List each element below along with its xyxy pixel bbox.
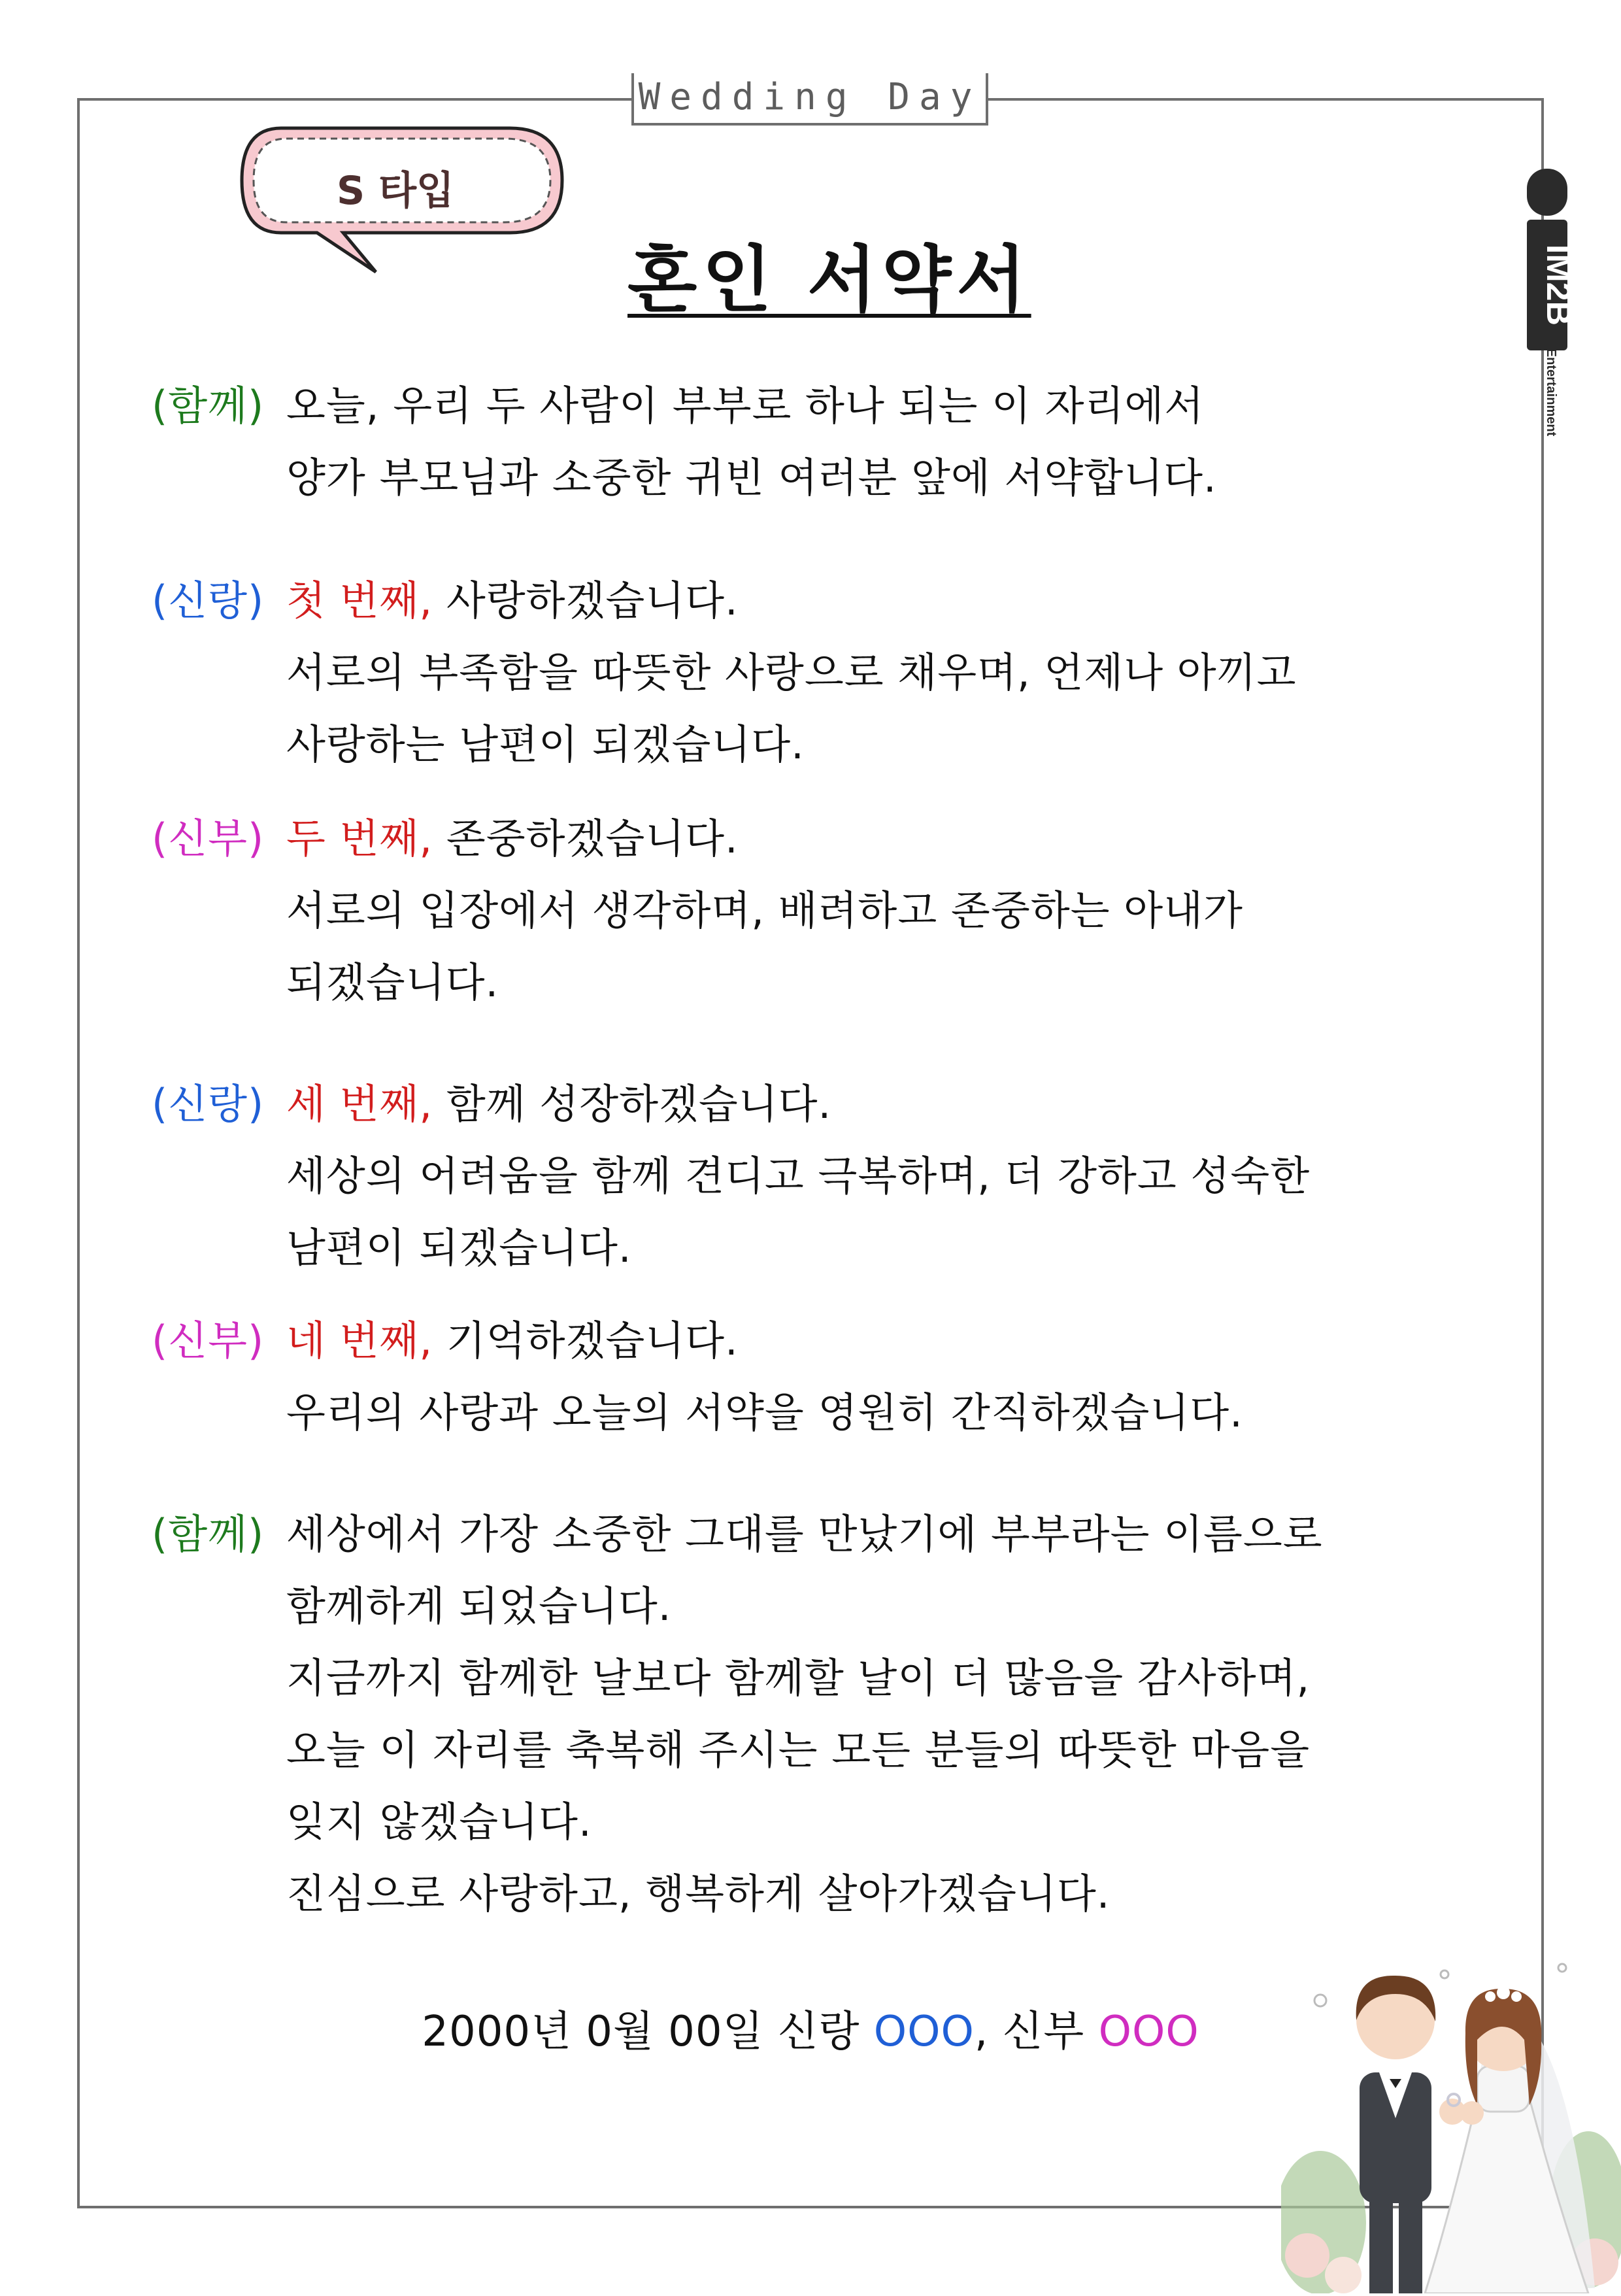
vow-line: 되겠습니다. xyxy=(286,958,499,1006)
bride-name: OOO xyxy=(1098,2008,1199,2056)
speaker-label: (신랑) xyxy=(152,1080,265,1128)
vow-headline-text: 존중하겠습니다. xyxy=(446,815,739,862)
logo-subtitle: Entertainment xyxy=(1544,348,1558,437)
vow-headline-text: 세상에서 가장 소중한 그대를 만났기에 부부라는 이름으로 xyxy=(286,1510,1323,1558)
speaker-label: (함께) xyxy=(152,1510,265,1558)
vow-headline-text: 오늘, 우리 두 사람이 부부로 하나 되는 이 자리에서 xyxy=(286,382,1205,430)
header-tab xyxy=(631,73,988,126)
groom-name: OOO xyxy=(873,2008,975,2056)
vow-headline-text: 함께 성장하겠습니다. xyxy=(446,1080,832,1128)
vow-headline xyxy=(152,565,1472,637)
vow-line: 진심으로 사랑하고, 행복하게 살아가겠습니다. xyxy=(286,1870,1111,1917)
vow-line: 지금까지 함께한 날보다 함께할 날이 더 많음을 감사하며, xyxy=(286,1654,1311,1702)
vow-together-closing xyxy=(152,1498,1472,1930)
vow-line: 함께하게 되었습니다. xyxy=(286,1582,672,1630)
signature-separator: , xyxy=(974,2008,989,2056)
vow-headline-text: 기억하겠습니다. xyxy=(446,1317,739,1364)
vow-ordinal: 세 번째, xyxy=(286,1080,433,1128)
bride-label: 신부 xyxy=(1002,2008,1085,2056)
logo-wordmark: IM2B xyxy=(1539,244,1575,326)
vow-line: 오늘 이 자리를 축복해 주시는 모든 분들의 따뜻한 마음을 xyxy=(286,1726,1311,1774)
signature-date: 2000년 0월 00일 xyxy=(422,2008,764,2056)
vow-line: 잊지 않겠습니다. xyxy=(286,1798,592,1846)
document-title: 혼인 서약서 xyxy=(627,238,1031,322)
speaker-label: (신부) xyxy=(152,815,265,862)
vow-headline xyxy=(152,1498,1472,1570)
vow-bride-second xyxy=(152,803,1472,1019)
vow-ordinal: 두 번째, xyxy=(286,815,433,862)
vow-line: 우리의 사랑과 오늘의 서약을 영원히 간직하겠습니다. xyxy=(286,1389,1243,1436)
logo-icon xyxy=(1516,163,1575,438)
speaker-label: (신랑) xyxy=(152,577,265,624)
vow-line: 양가 부모님과 소중한 귀빈 여러분 앞에 서약합니다. xyxy=(286,454,1217,501)
header-title: Wedding Day xyxy=(638,76,982,118)
vow-line: 남편이 되겠습니다. xyxy=(286,1224,632,1272)
vow-groom-third xyxy=(152,1068,1472,1284)
speaker-label: (신부) xyxy=(152,1317,265,1364)
vow-headline-text: 사랑하겠습니다. xyxy=(446,577,739,624)
wedding-couple-icon xyxy=(1281,1948,1621,2293)
vow-headline xyxy=(152,370,1472,442)
vow-line: 사랑하는 남편이 되겠습니다. xyxy=(286,720,805,768)
couple-illustration xyxy=(1281,1948,1621,2293)
vow-line: 서로의 부족함을 따뜻한 사랑으로 채우며, 언제나 아끼고 xyxy=(286,649,1297,696)
type-badge-label: S 타입 xyxy=(336,168,455,214)
vow-headline xyxy=(152,1305,1472,1377)
speaker-label: (함께) xyxy=(152,382,265,430)
groom-label: 신랑 xyxy=(777,2008,860,2056)
vow-line: 서로의 입장에서 생각하며, 배려하고 존중하는 아내가 xyxy=(286,886,1243,934)
vow-headline xyxy=(152,1068,1472,1140)
type-badge xyxy=(235,122,569,279)
company-logo xyxy=(1516,163,1575,438)
vow-ordinal: 네 번째, xyxy=(286,1317,433,1364)
vow-together-opening xyxy=(152,370,1472,514)
vow-headline xyxy=(152,803,1472,875)
vow-bride-fourth xyxy=(152,1305,1472,1449)
vow-ordinal: 첫 번째, xyxy=(286,577,433,624)
vow-groom-first xyxy=(152,565,1472,781)
vow-line: 세상의 어려움을 함께 견디고 극복하며, 더 강하고 성숙한 xyxy=(286,1152,1311,1200)
